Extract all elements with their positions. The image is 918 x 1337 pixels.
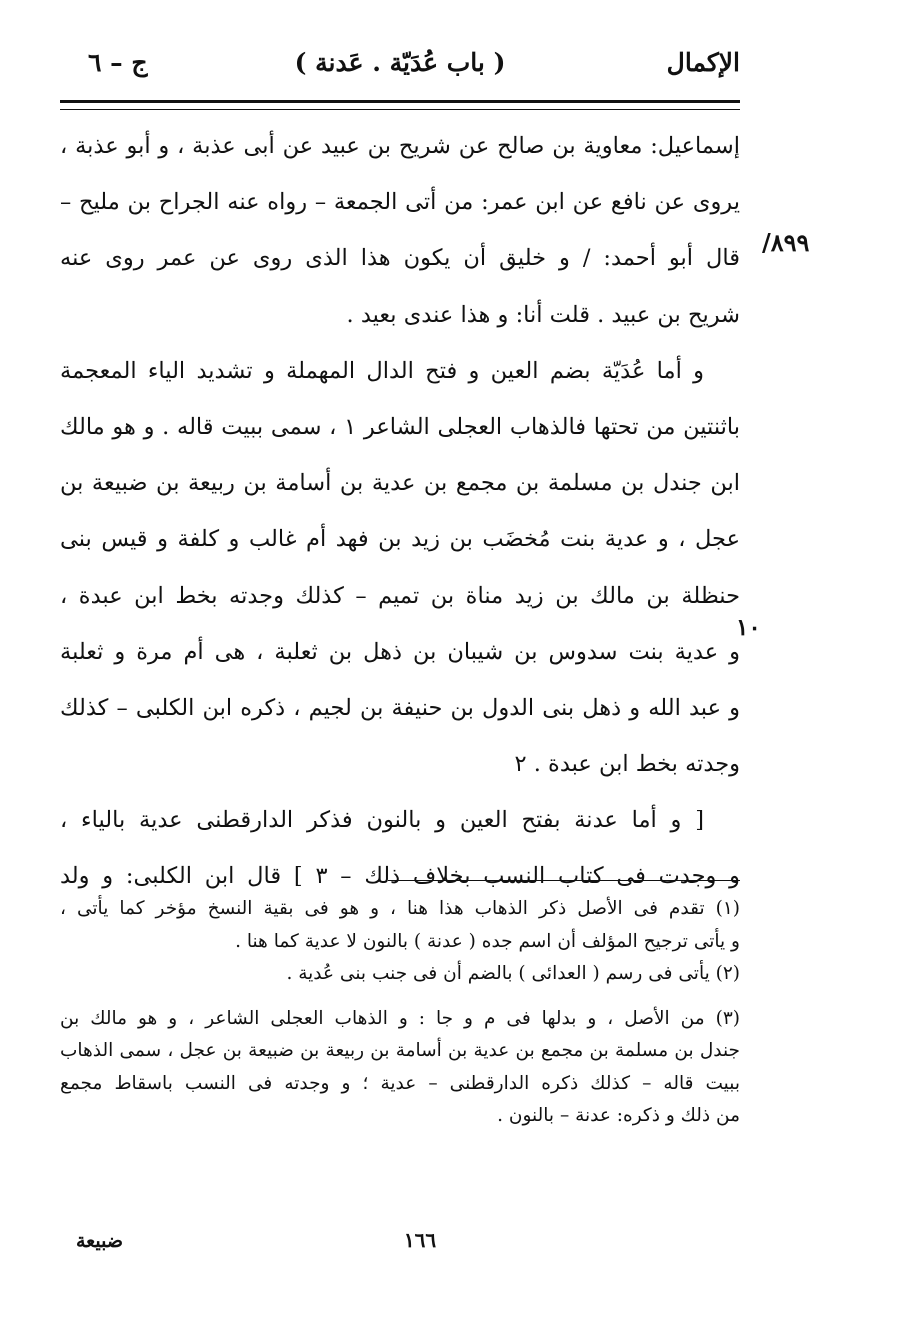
text-line: يروى عن نافع عن ابن عمر: من أتى الجمعة – رواه عنه الجراح بن مليح – [60,189,740,216]
footnotes [60,893,740,1133]
text-line: و أما عُدَيّة بضم العين و فتح الدال المهملة و تشديد الياء المعجمة [60,357,704,384]
footnote-line: من ذلك و ذكره: عدنة – بالنون . [497,1105,740,1126]
footnote-line: و يأتى ترجيح المؤلف أن اسم جده ( عدنة ) بالنون لا عدية كما هنا . [235,930,740,952]
margin-reference-899: ٨٩٩/ [762,228,810,257]
text-line: و عبد الله و ذهل بنى الدول بن حنيفة بن لجيم ، ذكره ابن الكلبى – كذلك [60,694,740,721]
text-line: و عدية بنت سدوس بن شيبان بن ذهل بن ثعلبة ، هى أم مرة و ثعلبة [60,638,740,665]
page-number: ١٦٦ [403,1228,437,1252]
footnote-line: (٣) من الأصل ، و بدلها فى م و جا : و الذهاب العجلى الشاعر ، و هو مالك بن [60,1007,740,1029]
text-line: عجل ، و عدية بنت مُخضَب بن زيد بن فهد أم غالب و كلفة و قيس بنى [60,526,740,553]
footnote-line: جندل بن مسلمة بن مجمع بن عدية بن أسامة بن ربيعة بن ضبيعة بن عجل ، سمى الذهاب [60,1040,740,1061]
footnote-rule [388,880,740,881]
book-title: الإكمال [666,48,740,77]
text-line: و وجدت فى كتاب النسب بخلاف ذلك – ٣ ] قال ابن الكلبى: و ولد [60,863,740,890]
footnote-line: ببيت قاله – كذلك ذكره الدارقطنى – عدية ؛ و وجدته فى النسب باسقاط مجمع [60,1072,740,1094]
text-line: ابن جندل بن مسلمة بن مجمع بن عدية بن أسامة بن ربيعة بن ضبيعة بن [60,470,740,497]
main-text [60,118,740,905]
catchword: ضبيعة [76,1230,123,1252]
text-line: حنظلة بن مالك بن زيد مناة بن تميم – كذلك وجدته بخط ابن عبدة ، [60,582,740,609]
text-line: قال أبو أحمد: / و خليق أن يكون هذا الذى روى عن عمر روى عنه [60,245,740,272]
text-line: إسماعيل: معاوية بن صالح عن شريح بن عبيد عن أبى عذبة ، و أبو عذبة ، [60,133,740,159]
footnote-gap [60,991,740,1003]
running-header [60,40,740,90]
header-rule [60,100,740,103]
footnote-line: (٢) يأتى فى رسم ( العدائى ) بالضم أن فى جنب بنى عُدية . [286,963,740,984]
margin-line-number-10: ١٠ [736,614,761,641]
text-line: شريح بن عبيد . قلت أنا: و هذا عندى بعيد . [346,301,740,328]
text-line: وجدته بخط ابن عبدة . ٢ [514,751,740,778]
chapter-title: ( باب عُدَيّة . عَدنة ) [294,48,506,77]
text-line: [ و أما عدنة بفتح العين و بالنون فذكر الدارقطنى عدية بالياء ، [60,807,704,834]
text-line: باثنتين من تحتها فالذهاب العجلى الشاعر ١ ، سمى ببيت قاله . و هو مالك [60,413,740,440]
volume-label: ج – ٦ [88,48,148,77]
footnote-line: (١) تقدم فى الأصل ذكر الذهاب هذا هنا ، و هو فى بقية النسخ مؤخر كما يأتى ، [60,898,740,919]
